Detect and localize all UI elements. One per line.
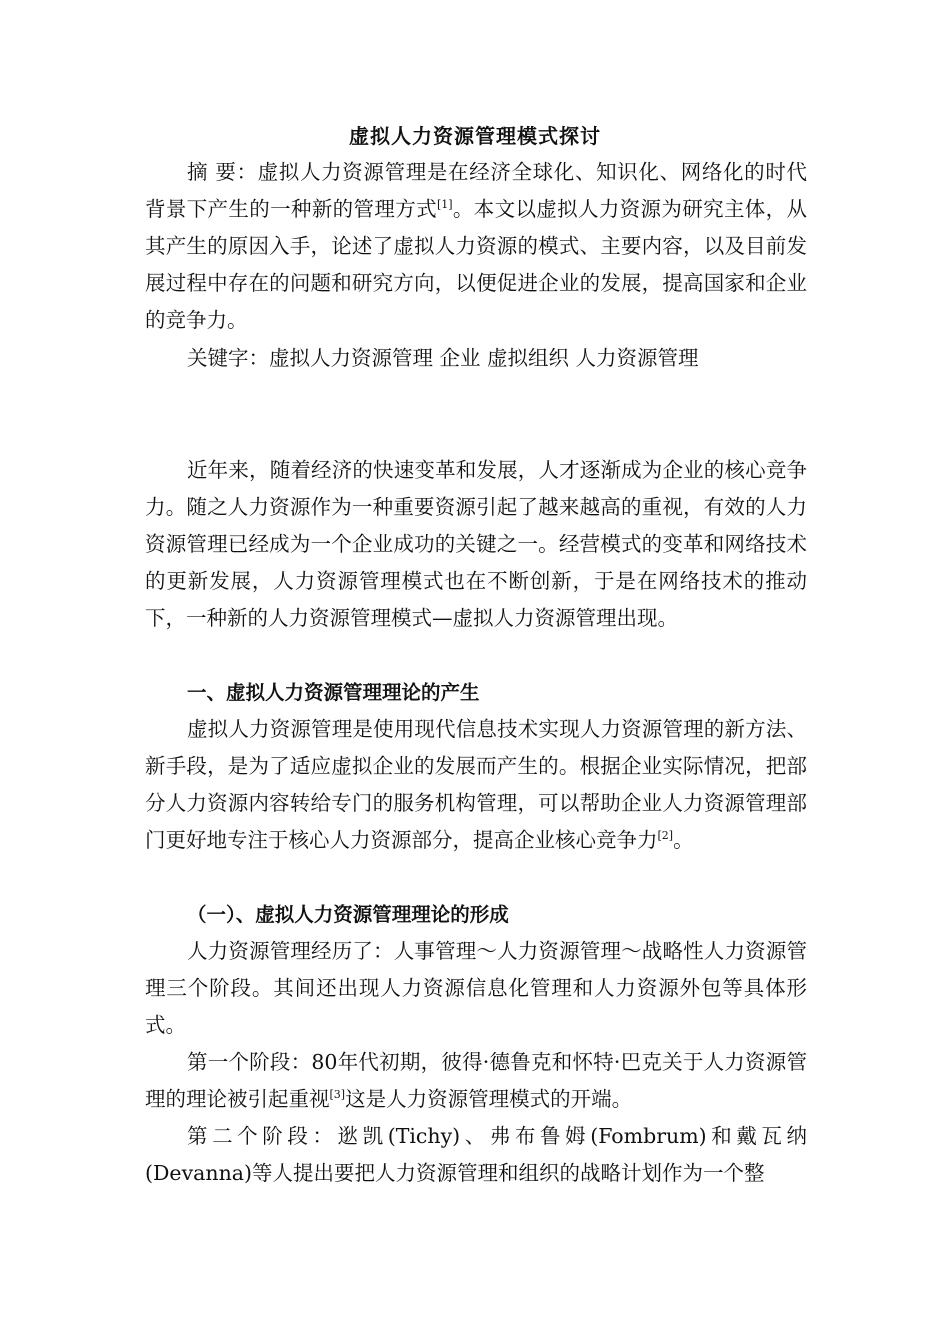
citation-ref-3[interactable]: [3] — [329, 1088, 346, 1101]
subsection-1-paragraph-2 — [145, 1044, 807, 1118]
keywords-paragraph — [145, 340, 807, 377]
intro-paragraph: 近年来，随着经济的快速变革和发展，人才逐渐成为企业的核心竞争力。随之人力资源作为一种重要资源引起了越来越高的重视，有效的人力资源管理已经成为一个企业成功的关键之一。经营模式的变革和网络技术的更新发展，人力资源管理模式也在不断创新，于是在网络技术的推动下，一种新的人力资源管理模式—虚拟人力资源管理出现。 — [145, 458, 807, 630]
abstract-paragraph — [145, 154, 807, 339]
keywords-text: 虚拟人力资源管理 企业 虚拟组织 人力资源管理 — [269, 346, 699, 370]
citation-ref-2[interactable]: [2] — [657, 829, 674, 842]
document-title: 虚拟人力资源管理模式探讨 — [349, 124, 601, 148]
stage-1-text-part1: 第一个阶段：80年代初期，彼得·德鲁克和怀特·巴克关于人力资源管理的理论被引起重视 — [145, 1050, 807, 1111]
citation-ref-1[interactable]: [1] — [436, 198, 453, 211]
subsection-1-paragraph-3: 第二个阶段：逖凯(Tichy)、弗布鲁姆(Fombrum)和戴瓦纳(Devanna)等人提出要把人力资源管理和组织的战略计划作为一个整 — [145, 1124, 807, 1185]
abstract-label: 摘 要： — [187, 160, 258, 184]
subsection-1-paragraph-1: 人力资源管理经历了：人事管理～人力资源管理～战略性人力资源管理三个阶段。其间还出现人力资源信息化管理和人力资源外包等具体形式。 — [145, 939, 807, 1037]
section-1-paragraph — [145, 711, 807, 859]
stage-1-text-part2: 这是人力资源管理模式的开端。 — [345, 1087, 633, 1111]
keywords-label: 关键字： — [187, 346, 269, 370]
abstract-text-part2: 。本文以虚拟人力资源为研究主体，从其产生的原因入手，论述了虚拟人力资源的模式、主要内容，以及目前发展过程中存在的问题和研究方向，以便促进企业的发展，提高国家和企业的竞争力。 — [145, 197, 808, 332]
section-1-text-part1: 虚拟人力资源管理是使用现代信息技术实现人力资源管理的新方法、新手段，是为了适应虚拟企业的发展而产生的。根据企业实际情况，把部分人力资源内容转给专门的服务机构管理，可以帮助企业人力资源管理部门更好地专注于核心人力资源部分，提高企业核心竞争力 — [145, 717, 807, 852]
section-1-text-part2: 。 — [673, 828, 694, 852]
section-1-heading: 一、虚拟人力资源管理理论的产生 — [187, 681, 480, 704]
subsection-1-heading: （一）、虚拟人力资源管理理论的形成 — [187, 903, 509, 926]
abstract-text-part1: 虚拟人力资源管理是在经济全球化、知识化、网络化的时代背景下产生的一种新的管理方式 — [145, 160, 807, 221]
